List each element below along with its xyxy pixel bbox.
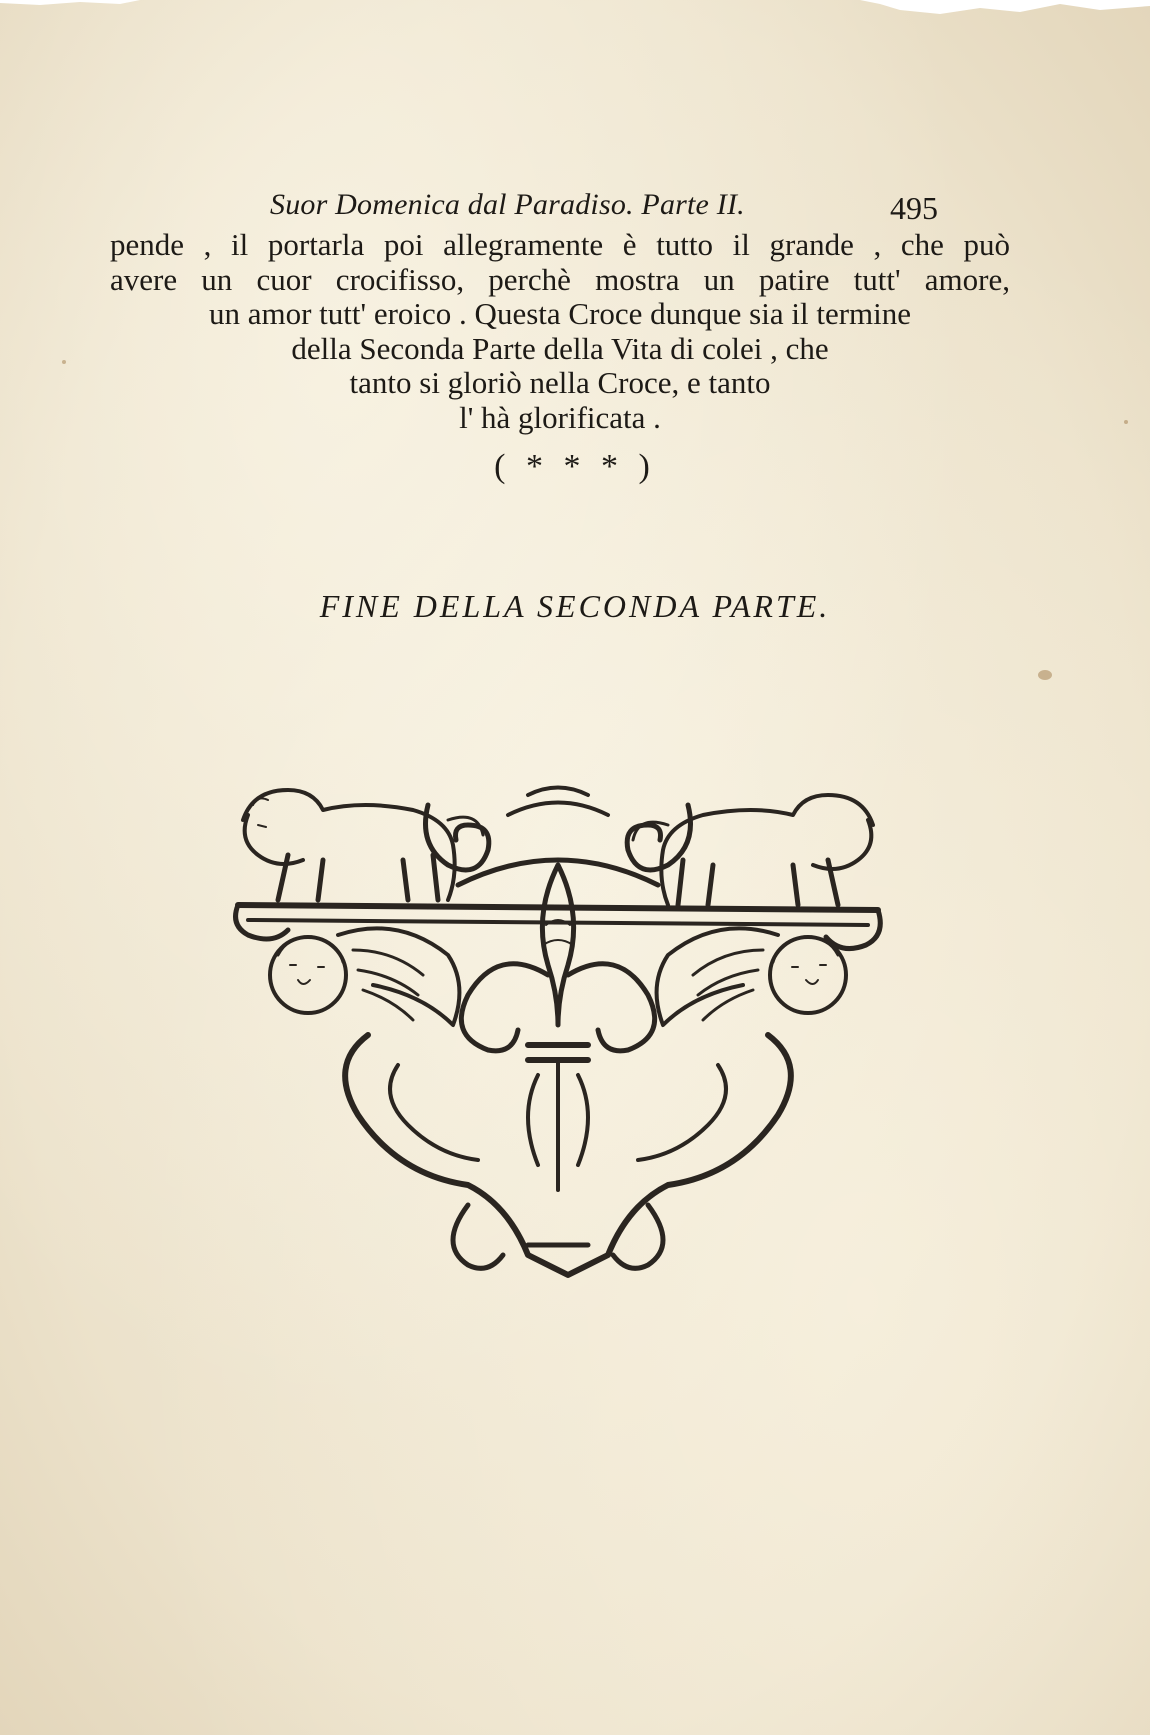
text-line: della Seconda Parte della Vita di colei , che	[291, 330, 829, 366]
running-head	[130, 188, 990, 232]
foxing-spot	[1038, 670, 1052, 680]
torn-top-edge	[0, 0, 1150, 30]
text-line: un amor tutt' eroico . Questa Croce dunque sia il termine	[208, 296, 912, 331]
foxing-spot	[62, 360, 66, 364]
foxing-spot	[1124, 420, 1128, 424]
text-line: l' hà glorificata .	[459, 399, 661, 435]
page-number: 495	[890, 190, 938, 226]
text-line: tanto si gloriò nella Croce, e tanto	[349, 365, 771, 400]
running-title: Suor Domenica dal Paradiso. Parte II.	[270, 188, 745, 221]
body-text	[110, 228, 1010, 435]
woodcut-fleur-de-lis-lions-cherubs-icon	[228, 775, 888, 1315]
asterism: ( * * * )	[494, 448, 656, 485]
text-line: avere un cuor crocifisso, perchè mostra un patire tutt' amore,	[110, 261, 1010, 297]
end-title: FINE DELLA SECONDA PARTE.	[319, 588, 831, 624]
text-line: pende , il portarla poi allegramente è tutto il grande , che può	[110, 227, 1010, 262]
